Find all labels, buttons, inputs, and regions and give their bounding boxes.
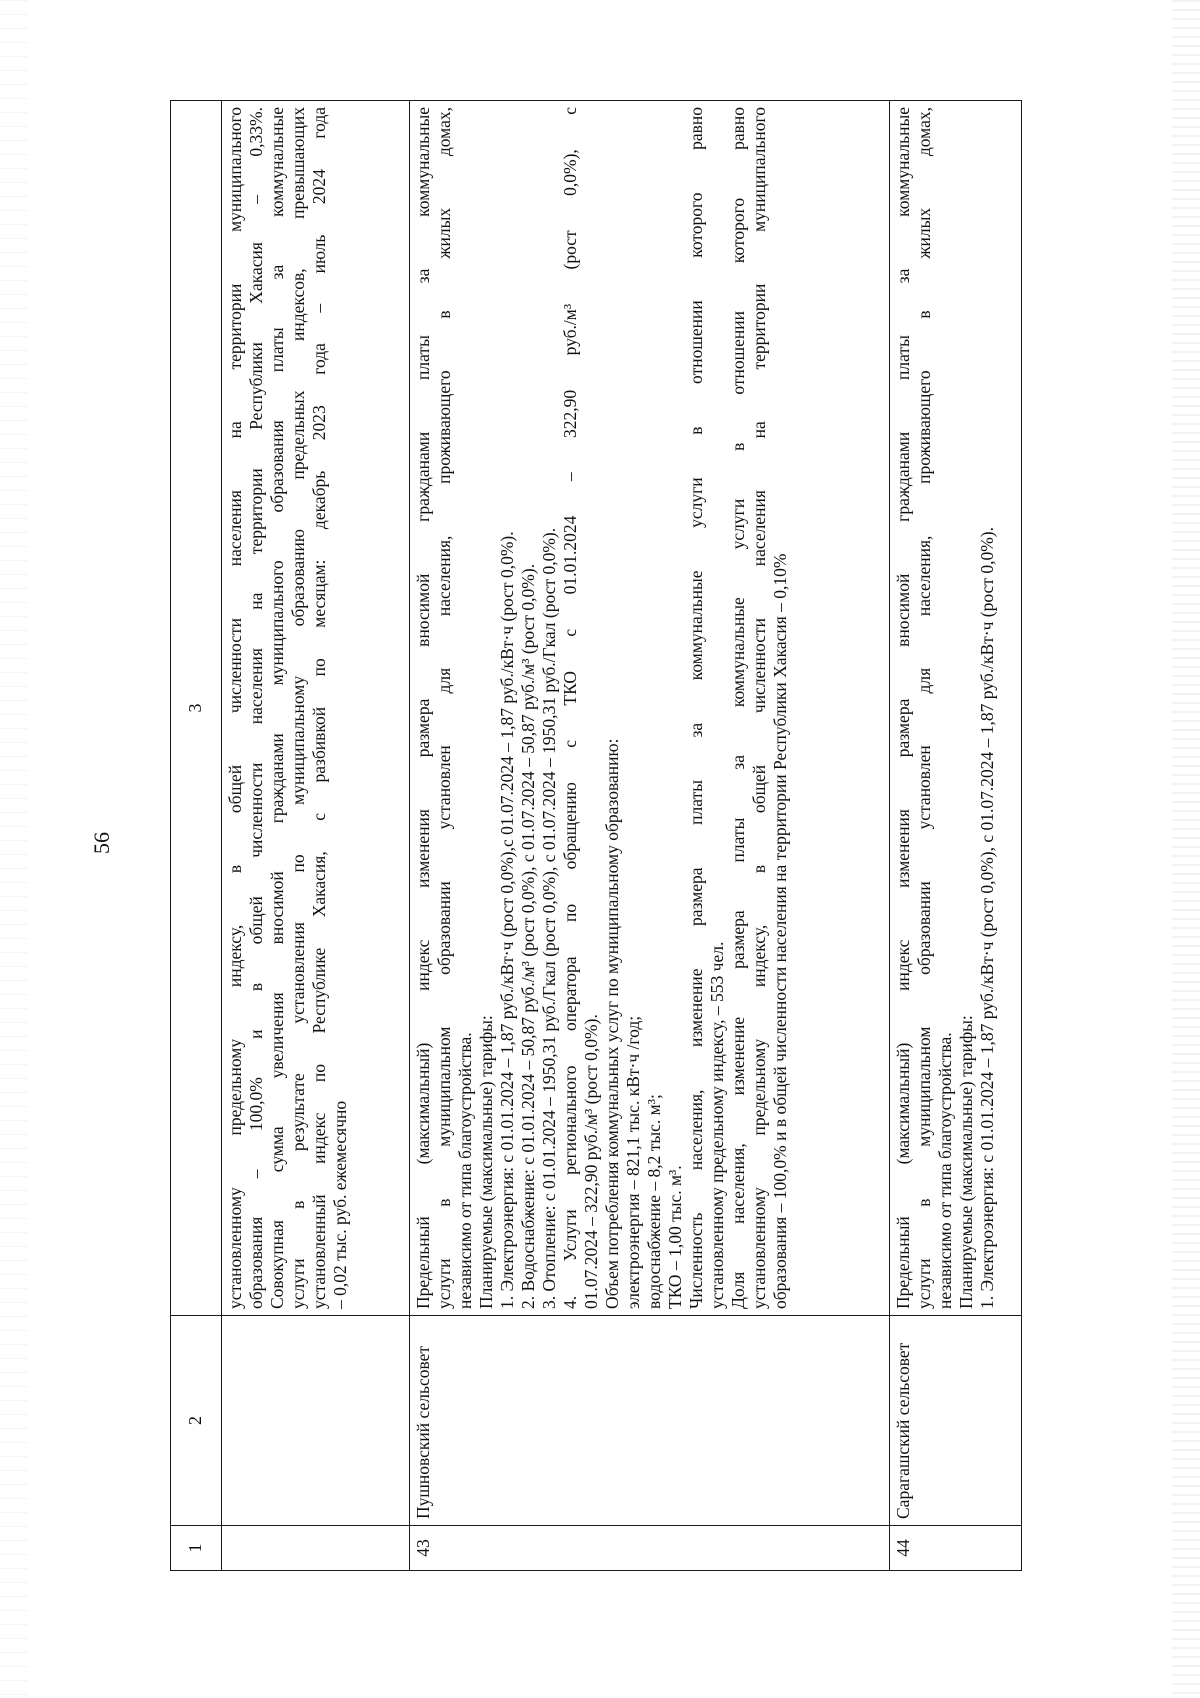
text-line: Совокупная сумма увеличения вносимой гражданами муниципального образования платы за коммунальные bbox=[267, 107, 287, 1309]
table-row bbox=[890, 101, 1022, 1571]
text-line: образования – 100,0% и в общей численности населения на территории Республики Хакасия – 0,33%. bbox=[246, 107, 266, 1309]
text-line: 4. Услуги регионального оператора по обращению с ТКО с 01.01.2024 – 322,90 руб./м³ (рост 0,0%), с bbox=[560, 107, 580, 1309]
text-line: Объем потребления коммунальных услуг по муниципальному образованию: bbox=[602, 738, 622, 1309]
text-line: 01.07.2024 – 322,90 руб./м³ (рост 0,0%). bbox=[581, 1014, 601, 1309]
text-line: установленному предельному индексу, – 553 чел. bbox=[707, 941, 727, 1309]
scan-edge-right bbox=[1172, 0, 1200, 1698]
text-line: Предельный (максимальный) индекс изменения размера вносимой гражданами платы за коммунальные bbox=[413, 107, 433, 1309]
text-line: образования – 100,0% и в общей численности населения на территории Республики Хакасия – 0,10% bbox=[770, 553, 790, 1309]
row-number: 44 bbox=[890, 1526, 1022, 1571]
municipality-name bbox=[222, 1316, 410, 1526]
header-col-3: 3 bbox=[171, 101, 222, 1316]
text-line: ТКО – 1,00 тыс. м³. bbox=[665, 1165, 685, 1309]
header-col-1: 1 bbox=[171, 1526, 222, 1571]
text-line: услуги в муниципальном образовании установлен для населения, проживающего в жилых домах, bbox=[434, 107, 454, 1309]
text-line: установленному предельному индексу, в общей численности населения на территории муниципального bbox=[225, 107, 245, 1309]
row-number: 43 bbox=[410, 1526, 890, 1571]
text-line: электроэнергия – 821,1 тыс. кВт·ч /год; bbox=[623, 1015, 643, 1309]
text-line: независимо от типа благоустройства. bbox=[935, 1032, 955, 1309]
page-number: 56 bbox=[89, 832, 114, 854]
text-line: Численность населения, изменение размера платы за коммунальные услуги в отношении которого равно bbox=[686, 107, 706, 1309]
municipality-name: Пушновский сельсовет bbox=[410, 1316, 890, 1526]
text-line: водоснабжение – 8,2 тыс. м³; bbox=[644, 1094, 664, 1309]
text-line: установленный индекс по Республике Хакасия, с разбивкой по месяцам: декабрь 2023 года – июль 2024 года bbox=[309, 107, 329, 1309]
row-description bbox=[410, 101, 890, 1316]
text-line: Планируемые (максимальные) тарифы: bbox=[476, 1015, 496, 1309]
text-line: 1. Электроэнергия: с 01.01.2024 – 1,87 руб./кВт·ч (рост 0,0%), с 01.07.2024 – 1,87 руб./кВт·ч (рост 0,0%). bbox=[977, 527, 997, 1309]
table-row bbox=[410, 101, 890, 1571]
text-line: 3. Отопление: с 01.01.2024 – 1950,31 руб./Гкал (рост 0,0%), с 01.07.2024 – 1950,31 руб./Гкал (рост 0,0%). bbox=[539, 527, 559, 1309]
table-header-row bbox=[171, 101, 222, 1571]
text-line: Предельный (максимальный) индекс изменения размера вносимой гражданами платы за коммунальные bbox=[893, 107, 913, 1309]
data-table bbox=[170, 100, 1022, 1571]
text-line: 2. Водоснабжение: с 01.01.2024 – 50,87 руб./м³ (рост 0,0%), с 01.07.2024 – 50,87 руб./м³ (рост 0,0%). bbox=[518, 563, 538, 1309]
text-line: услуги в муниципальном образовании установлен для населения, проживающего в жилых домах, bbox=[914, 107, 934, 1309]
text-line: независимо от типа благоустройства. bbox=[455, 1032, 475, 1309]
table-row bbox=[222, 101, 410, 1571]
rotated-page-content bbox=[170, 101, 1022, 1571]
row-number bbox=[222, 1526, 410, 1571]
municipality-name: Сарагашский сельсовет bbox=[890, 1316, 1022, 1526]
text-line: Планируемые (максимальные) тарифы: bbox=[956, 1015, 976, 1309]
row-description bbox=[222, 101, 410, 1316]
row-description bbox=[890, 101, 1022, 1316]
header-col-2: 2 bbox=[171, 1316, 222, 1526]
scan-edge-left bbox=[0, 0, 28, 1698]
text-line: 1. Электроэнергия: с 01.01.2024 – 1,87 руб./кВт·ч (рост 0,0%),с 01.07.2024 – 1,87 руб./кВт·ч (рост 0,0%). bbox=[497, 531, 517, 1309]
text-line: Доля населения, изменение размера платы за коммунальные услуги в отношении которого равно bbox=[728, 107, 748, 1309]
text-line: установленному предельному индексу, в общей численности населения на территории муниципального bbox=[749, 107, 769, 1309]
text-line: услуги в результате установления по муниципальному образованию предельных индексов, превышающих bbox=[288, 107, 308, 1309]
text-line: – 0,02 тыс. руб. ежемесячно bbox=[330, 1100, 350, 1309]
